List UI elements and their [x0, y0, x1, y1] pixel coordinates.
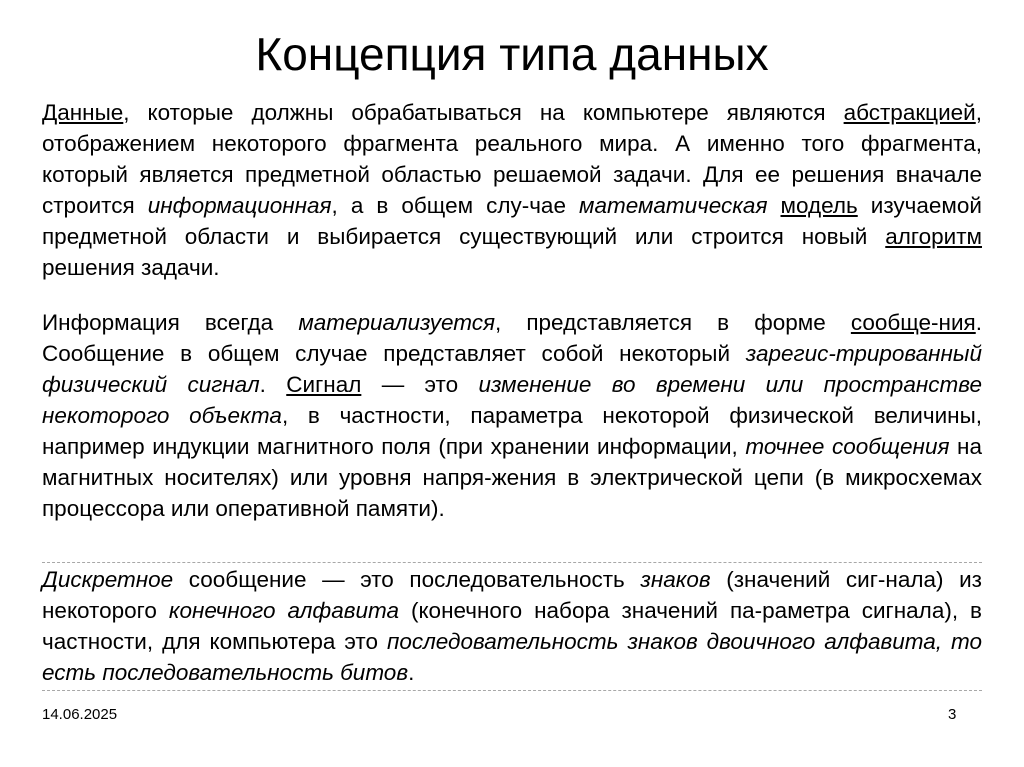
- underlined-term: Сигнал: [286, 372, 362, 397]
- text-run: [767, 193, 780, 218]
- underlined-term: алгоритм: [885, 224, 982, 249]
- emphasized-text: материализуется: [298, 310, 495, 335]
- emphasized-text: математическая: [579, 193, 768, 218]
- text-run: изучаемой предметной области и выбирается существующий или строится новый: [42, 193, 982, 249]
- emphasized-text: конечного алфавита: [168, 598, 399, 623]
- underlined-term: абстракцией: [843, 100, 976, 125]
- text-run: на магнитных носителях) или уровня напря-жения в электрической цепи (в микросхемах процессора или оперативной памяти).: [42, 434, 982, 521]
- text-run: (конечного набора значений па-раметра сигнала), в частности, для компьютера это: [42, 598, 982, 654]
- emphasized-text: последовательность знаков двоичного алфавита, то есть последовательность битов: [42, 629, 982, 685]
- text-run: , в частности, параметра некоторой физической величины, например индукции магнитного поля (при хранении информации,: [42, 403, 982, 459]
- emphasized-text: точнее сообщения: [745, 434, 950, 459]
- text-run: .: [259, 372, 287, 397]
- text-run: , которые должны обрабатываться на компьютере являются: [123, 100, 844, 125]
- slide-title: Концепция типа данных: [255, 28, 769, 80]
- emphasized-text: изменение во времени или пространстве некоторого объекта: [42, 372, 982, 428]
- emphasized-text: Дискретное: [42, 567, 174, 592]
- paragraph-information: [42, 307, 982, 524]
- text-run: решения задачи.: [42, 255, 220, 280]
- dashed-separator-top: [42, 562, 982, 563]
- text-run: Информация всегда: [42, 310, 299, 335]
- text-run: — это: [361, 372, 479, 397]
- underlined-term: модель: [780, 193, 858, 218]
- text-run: , представляется в форме: [494, 310, 851, 335]
- text-run: сообщение — это последовательность: [173, 567, 641, 592]
- paragraph-data-definition: [42, 97, 982, 283]
- slide-page-number: 3: [948, 706, 957, 723]
- text-run: . Сообщение в общем случае представляет собой некоторый: [42, 310, 982, 366]
- text-run: (значений сиг-нала) из некоторого: [42, 567, 982, 623]
- emphasized-text: информационная: [147, 193, 332, 218]
- dashed-separator-bottom: [42, 690, 982, 691]
- paragraph-discrete-message: [42, 564, 982, 688]
- text-run: .: [408, 660, 415, 685]
- underlined-term: Данные: [42, 100, 124, 125]
- slide-date: 14.06.2025: [42, 706, 118, 723]
- text-run: , отображением некоторого фрагмента реального мира. А именно того фрагмента, который является предметной областью решаемой задачи. Для ее решения вначале строится: [42, 100, 982, 218]
- underlined-term: сообще-ния: [850, 310, 976, 335]
- text-run: , а в общем слу-чае: [331, 193, 580, 218]
- emphasized-text: знаков: [640, 567, 711, 592]
- emphasized-text: зарегис-трированный физический сигнал: [42, 341, 982, 397]
